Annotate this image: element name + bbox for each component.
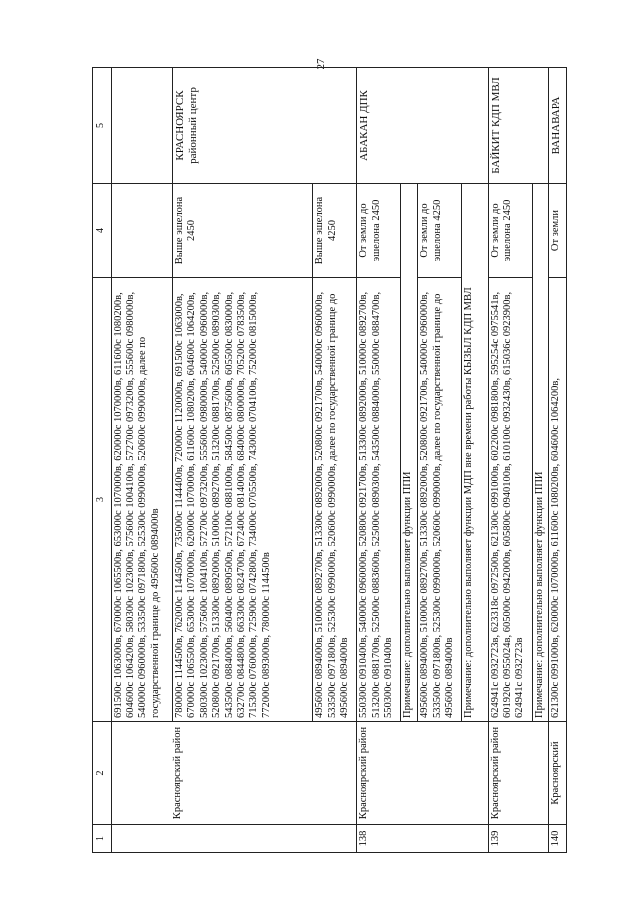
table-row [488, 68, 532, 853]
altitude-cell: От земли до эшелона 2450 [357, 184, 401, 278]
organization-cell: ВАНАВАРА [549, 68, 567, 184]
coordinates-cell: 550300с 0910400в, 540000с 0960000в, 520800с 0921700в, 513300с 0892000в, 510000с 0892700в, 513200с 0881700в, 525000с 0883600в, 525000с 0890300в, 543500с 0884000в, 550000с 0884700в, 550300с 0910400в [357, 278, 401, 722]
coordinates-cell: 691500с 1063000в, 670000с 1065500в, 653000с 1070000в, 620000с 1070000в, 611600с 1080200в, 604600с 1064200в, 580300с 1023000в, 575600с 1004100в, 572700с 0973200в, 555600с 0980000в, 540000с 0960000в, 533500с 0971800в, 525300с 0990000в, 520600с 0990000в, далее по государственной границе до 495600с 0894000в [111, 278, 172, 722]
coordinates-cell: 495600с 0894000в, 510000с 0892700в, 513300с 0892000в, 520800с 0921700в, 540000с 0960000в, 533500с 0971800в, 525300с 0990000в, 520600с 0990000в, далее по государственной границе до 495600с 0894000в [418, 278, 462, 722]
note-cell: Примечание: дополнительно выполняет функции МДП вне времени работы КЫЗЫЛ КДП МВЛ [462, 184, 488, 722]
coordinates-cell: 495600с 0894000в, 510000с 0892700в, 513300с 0892000в, 520800с 0921700в, 540000с 0960000в, 533500с 0971800в, 525300с 0990000в, 520600с 0990000в, далее по государственной границе до 495600с 0894000в [313, 278, 357, 722]
header-row [93, 68, 112, 853]
region-cell: Красноярский район [488, 722, 549, 825]
region-cell: Красноярский район [357, 722, 488, 825]
note-cell: Примечание: дополнительно выполняет функции ППИ [401, 184, 418, 722]
organization-cell: БАЙКИТ КДП МВЛ [488, 68, 549, 184]
coordinates-cell: 624941с 0932723в, 623318с 0972500в, 621300с 0991000в, 602200с 0981800в, 595254с 0975541в, 601920с 0955024в, 605000с 0942000в, 605800с 0940100в, 610100с 0932430в, 615036с 0923900в, 624941с 0932723в [488, 278, 532, 722]
altitude-cell: Выше эшелона 2450 [173, 184, 313, 278]
row-number-cell: 140 [549, 825, 567, 853]
table-row [549, 68, 567, 853]
header-cell-5: 5 [93, 68, 112, 184]
altitude-cell: Выше эшелона 4250 [313, 184, 357, 278]
row-number-cell [111, 825, 357, 853]
note-cell: Примечание: дополнительно выполняет функции ППИ [532, 184, 549, 722]
table-row [111, 68, 172, 853]
header-cell-4: 4 [93, 184, 112, 278]
region-cell: Красноярский [549, 722, 567, 825]
header-cell-1: 1 [93, 825, 112, 853]
organization-cell [111, 68, 172, 184]
page-number: 27 [315, 58, 327, 70]
coordinates-cell: 780000с 1144500в, 762000с 1144500в, 735000с 1144400в, 720000с 1120000в, 691500с 1063000в, 670000с 1065500в, 653000с 1070000в, 620000с 1070000в, 611600с 1080200в, 604600с 1064200в, 580300с 1023000в, 575600с 1004100в, 572700с 0973200в, 555600с 0980000в, 540000с 0960000в, 520800с 0921700в, 513300с 0892000в, 510000с 0892700в, 513200с 0881700в, 525000с 0890300в, 543500с 0884000в, 560400с 0890500в, 572100с 0881000в, 584500с 0875600в, 605500с 0830000в, 632700с 0844800в, 663300с 0824700в, 672400с 0814000в, 684000с 0800000в, 705200с 0783500в, 715300с 0760000в, 725900с 0742800в, 734000с 0705500в, 743000с 0704100в, 752000с 0815000в, 772000с 0893000в, 780000с 1144500в [173, 278, 313, 722]
organization-cell: АБАКАН ДПК [357, 68, 488, 184]
altitude-cell [111, 184, 172, 278]
altitude-cell: От земли до эшелона 4250 [418, 184, 462, 278]
region-cell: Красноярский район [111, 722, 357, 825]
row-number-cell: 139 [488, 825, 549, 853]
header-cell-2: 2 [93, 722, 112, 825]
header-cell-3: 3 [93, 278, 112, 722]
organization-cell: КРАСНОЯРСК районный центр [173, 68, 357, 184]
altitude-cell: От земли [549, 184, 567, 278]
altitude-cell: От земли до эшелона 2450 [488, 184, 532, 278]
table-row [357, 68, 401, 853]
airspace-table [92, 67, 567, 853]
row-number-cell: 138 [357, 825, 488, 853]
rotated-table-sheet [92, 68, 567, 853]
coordinates-cell: 621300с 0991000в, 620000с 1070000в, 611600с 1080200в, 604600с 1064200в, [549, 278, 567, 722]
